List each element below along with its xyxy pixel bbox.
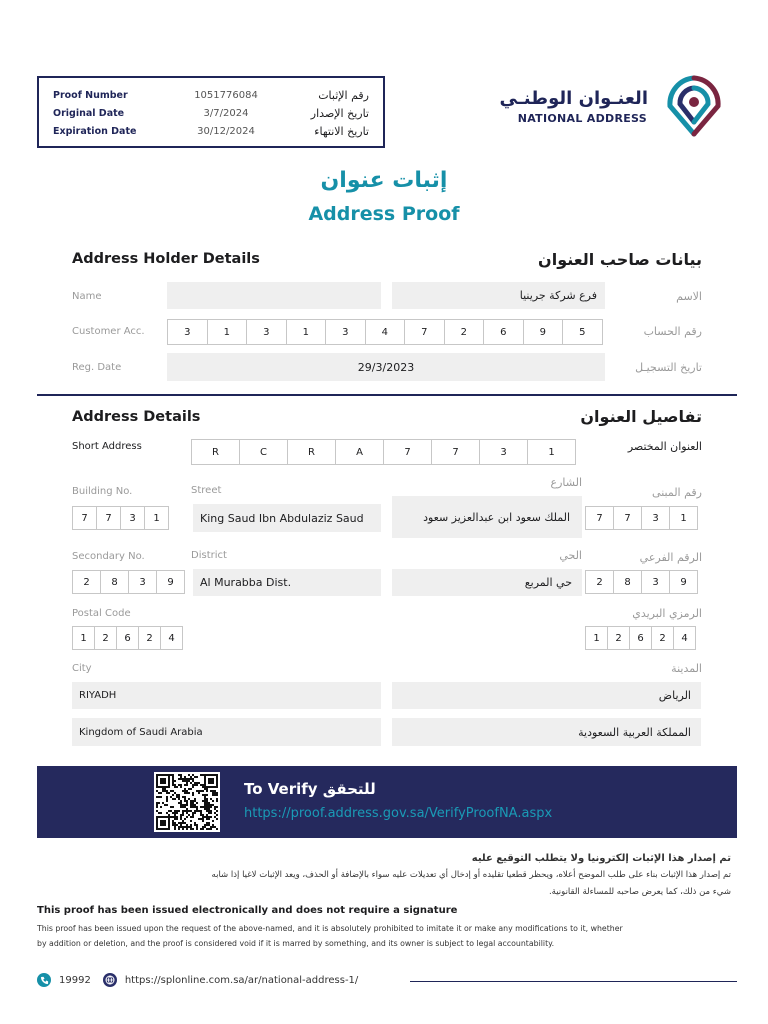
original-date-label: Original Date bbox=[53, 107, 125, 119]
expiration-date-value: 30/12/2024 bbox=[197, 125, 255, 137]
section-divider bbox=[37, 394, 737, 396]
secondary-digit: 8 bbox=[100, 570, 129, 594]
globe-icon bbox=[103, 973, 117, 987]
proof-number-value: 1051776084 bbox=[194, 89, 258, 101]
district-field-en: Al Murabba Dist. bbox=[193, 569, 381, 596]
verify-title: To Verify للتحقق bbox=[244, 780, 376, 798]
logo-text-ar: العنـوان الوطنـي bbox=[499, 88, 648, 109]
postal-digit: 4 bbox=[160, 626, 183, 650]
building-digit: 7 bbox=[72, 506, 97, 530]
reg-date-label-ar: تاريخ التسجيـل bbox=[635, 361, 702, 374]
secondary-digit-ar: 3 bbox=[641, 570, 670, 594]
building-digits-en bbox=[72, 506, 169, 530]
secondary-digit: 3 bbox=[128, 570, 157, 594]
holder-section-heading-ar: بيانات صاحب العنوان bbox=[538, 250, 702, 269]
proof-number-row bbox=[53, 86, 369, 104]
country-field-ar: المملكة العربية السعودية bbox=[392, 718, 701, 746]
secondary-digit: 2 bbox=[72, 570, 101, 594]
secondary-digit-ar: 9 bbox=[669, 570, 698, 594]
postal-digit: 2 bbox=[138, 626, 161, 650]
account-digit: 3 bbox=[325, 319, 366, 345]
footer-link[interactable]: https://splonline.com.sa/ar/national-address-1/ bbox=[124, 974, 359, 986]
short-address-char: A bbox=[335, 439, 384, 465]
name-label-ar: الاسم bbox=[676, 290, 702, 303]
postal-digit-ar: 6 bbox=[629, 626, 652, 650]
district-label: District bbox=[191, 550, 227, 561]
customer-account-label-ar: رقم الحساب bbox=[643, 325, 702, 338]
account-digit: 6 bbox=[483, 319, 524, 345]
proof-number-label-ar: رقم الإثبات bbox=[318, 88, 369, 102]
city-label-ar: المدينة bbox=[671, 662, 702, 675]
verify-link[interactable]: https://proof.address.gov.sa/VerifyProofNA.aspx bbox=[244, 806, 553, 821]
postal-digit-ar: 2 bbox=[651, 626, 674, 650]
postal-digit: 1 bbox=[72, 626, 95, 650]
customer-account-digits bbox=[167, 319, 603, 345]
building-digit: 1 bbox=[144, 506, 169, 530]
phone-icon bbox=[37, 973, 51, 987]
street-label-ar: الشارع bbox=[550, 476, 582, 489]
postal-code-label-ar: الرمزي البريدي bbox=[632, 607, 702, 620]
account-digit: 3 bbox=[167, 319, 208, 345]
postal-code-digits-en bbox=[72, 626, 183, 650]
note-line2-en: by addition or deletion, and the proof is considered void if it is marred by something, and its owner is subject to legal accountability. bbox=[37, 939, 555, 948]
expiration-date-label-ar: تاريخ الانتهاء bbox=[314, 124, 369, 138]
district-label-ar: الحي bbox=[559, 549, 582, 562]
expiration-date-label: Expiration Date bbox=[53, 125, 137, 137]
note-line1-ar: تم إصدار هذا الإثبات بناء على طلب الموضح أعلاه، ويحظر قطعيا تقليده أو إدخال أي تعديلات عليه سواء بالإضافة أو الحذف، ويعد الإثبات لاغيا إذا شابه bbox=[211, 870, 731, 880]
postal-digit: 6 bbox=[116, 626, 139, 650]
address-section-heading-ar: تفاصيل العنوان bbox=[580, 407, 702, 426]
footer-divider bbox=[410, 981, 737, 982]
name-label: Name bbox=[72, 291, 102, 302]
account-digit: 7 bbox=[404, 319, 445, 345]
original-date-row bbox=[53, 104, 369, 122]
account-digit: 3 bbox=[246, 319, 287, 345]
address-section-heading: Address Details bbox=[72, 409, 201, 425]
verify-band bbox=[37, 766, 737, 838]
short-address-char: C bbox=[239, 439, 288, 465]
short-address-char: 7 bbox=[431, 439, 480, 465]
city-label: City bbox=[72, 663, 92, 674]
secondary-digit-ar: 8 bbox=[613, 570, 642, 594]
page-title: Address Proof bbox=[308, 203, 460, 225]
national-address-logo-icon bbox=[658, 72, 730, 138]
account-digit: 9 bbox=[523, 319, 564, 345]
expiration-date-row bbox=[53, 122, 369, 140]
original-date-value: 3/7/2024 bbox=[203, 107, 249, 119]
account-digit: 5 bbox=[562, 319, 603, 345]
name-field-en bbox=[167, 282, 381, 309]
country-field-en: Kingdom of Saudi Arabia bbox=[72, 718, 381, 746]
name-field-ar: فرع شركة جرينيا bbox=[392, 282, 605, 309]
secondary-digits-ar bbox=[585, 570, 698, 594]
building-digit: 3 bbox=[120, 506, 145, 530]
postal-digit-ar: 1 bbox=[585, 626, 608, 650]
footer-phone[interactable]: 19992 bbox=[59, 974, 91, 986]
account-digit: 1 bbox=[286, 319, 327, 345]
street-label: Street bbox=[191, 485, 222, 496]
secondary-label: Secondary No. bbox=[72, 551, 145, 562]
original-date-label-ar: تاريخ الإصدار bbox=[310, 106, 369, 120]
note-heading-ar: تم إصدار هذا الإثبات إلكترونيا ولا يتطلب التوقيع عليه bbox=[471, 853, 731, 864]
street-field-ar: الملك سعود ابن عبدالعزيز سعود bbox=[392, 496, 582, 538]
postal-code-label: Postal Code bbox=[72, 608, 131, 619]
logo-text-en: NATIONAL ADDRESS bbox=[517, 112, 647, 125]
customer-account-label: Customer Acc. bbox=[72, 326, 145, 337]
postal-digit-ar: 4 bbox=[673, 626, 696, 650]
note-line1-en: This proof has been issued upon the request of the above-named, and it is absolutely prohibited to imitate it or make any modifications to it, whether bbox=[37, 924, 623, 933]
building-label-ar: رقم المبنى bbox=[652, 486, 702, 499]
building-label: Building No. bbox=[72, 486, 133, 497]
footer bbox=[37, 972, 358, 988]
building-digit-ar: 7 bbox=[585, 506, 614, 530]
note-heading-en: This proof has been issued electronically and does not require a signature bbox=[37, 905, 458, 916]
building-digits-ar bbox=[585, 506, 698, 530]
postal-digit-ar: 2 bbox=[607, 626, 630, 650]
city-field-en: RIYADH bbox=[72, 682, 381, 709]
secondary-label-ar: الرقم الفرعي bbox=[639, 551, 702, 564]
short-address-label: Short Address bbox=[72, 441, 142, 452]
short-address-char: R bbox=[191, 439, 240, 465]
proof-info-box bbox=[37, 76, 385, 148]
holder-section-heading: Address Holder Details bbox=[72, 251, 260, 267]
secondary-digits-en bbox=[72, 570, 185, 594]
qr-code-icon[interactable] bbox=[154, 772, 220, 832]
district-field-ar: حي المربع bbox=[392, 569, 582, 596]
building-digit-ar: 1 bbox=[669, 506, 698, 530]
account-digit: 1 bbox=[207, 319, 248, 345]
building-digit-ar: 7 bbox=[613, 506, 642, 530]
short-address-label-ar: العنوان المختصر bbox=[627, 440, 702, 453]
page-title-ar: إثبات عنوان bbox=[320, 168, 448, 193]
postal-digit: 2 bbox=[94, 626, 117, 650]
secondary-digit: 9 bbox=[156, 570, 185, 594]
short-address-char: 1 bbox=[527, 439, 576, 465]
short-address-chars bbox=[191, 439, 576, 465]
short-address-char: R bbox=[287, 439, 336, 465]
account-digit: 4 bbox=[365, 319, 406, 345]
reg-date-label: Reg. Date bbox=[72, 362, 122, 373]
city-field-ar: الرياض bbox=[392, 682, 701, 709]
postal-code-digits-ar bbox=[585, 626, 696, 650]
short-address-char: 7 bbox=[383, 439, 432, 465]
short-address-char: 3 bbox=[479, 439, 528, 465]
account-digit: 2 bbox=[444, 319, 485, 345]
reg-date-field: 29/3/2023 bbox=[167, 353, 605, 381]
proof-number-label: Proof Number bbox=[53, 89, 128, 101]
building-digit-ar: 3 bbox=[641, 506, 670, 530]
street-field-en: King Saud Ibn Abdulaziz Saud bbox=[193, 504, 381, 532]
building-digit: 7 bbox=[96, 506, 121, 530]
note-line2-ar: شيء من ذلك، كما يعرض صاحبه للمساءلة القانونية. bbox=[548, 887, 731, 897]
secondary-digit-ar: 2 bbox=[585, 570, 614, 594]
